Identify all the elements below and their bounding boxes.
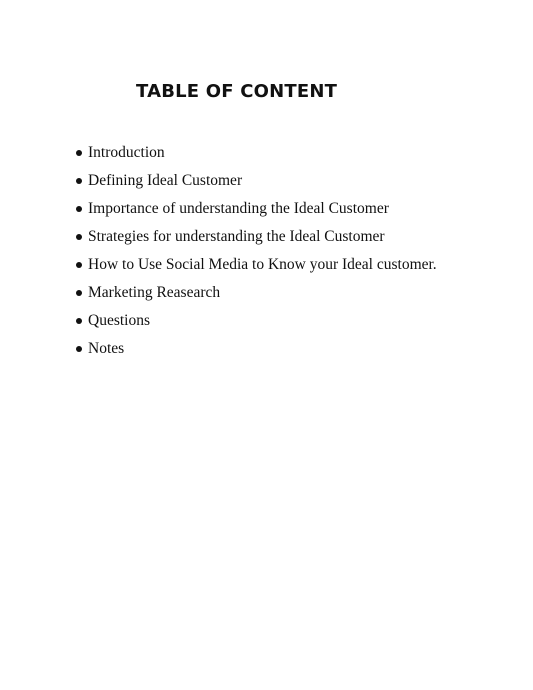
bullet-icon	[76, 150, 82, 156]
bullet-icon	[76, 234, 82, 240]
toc-item-label: Questions	[88, 312, 150, 329]
bullet-icon	[76, 318, 82, 324]
toc-item-label: How to Use Social Media to Know your Ideal customer.	[88, 256, 437, 273]
toc-item-strategies	[88, 223, 518, 251]
toc-item-label: Defining Ideal Customer	[88, 172, 243, 189]
toc-item-introduction	[88, 139, 518, 167]
toc-item-label: Introduction	[88, 144, 165, 161]
toc-item-importance	[88, 195, 518, 223]
toc-item-label: Importance of understanding the Ideal Customer	[88, 200, 389, 217]
table-of-contents-list	[88, 139, 518, 363]
bullet-icon	[76, 206, 82, 212]
toc-item-questions	[88, 307, 518, 335]
toc-item-notes	[88, 335, 518, 363]
bullet-icon	[76, 290, 82, 296]
toc-item-label: Marketing Reasearch	[88, 284, 221, 301]
bullet-icon	[76, 346, 82, 352]
toc-item-social-media	[88, 251, 518, 279]
toc-item-defining-ideal-customer	[88, 167, 518, 195]
bullet-icon	[76, 178, 82, 184]
page-title: TABLE OF CONTENT	[136, 81, 338, 102]
toc-item-label: Notes	[88, 340, 125, 357]
bullet-icon	[76, 262, 82, 268]
toc-item-label: Strategies for understanding the Ideal Customer	[88, 228, 385, 245]
toc-item-marketing-research	[88, 279, 518, 307]
